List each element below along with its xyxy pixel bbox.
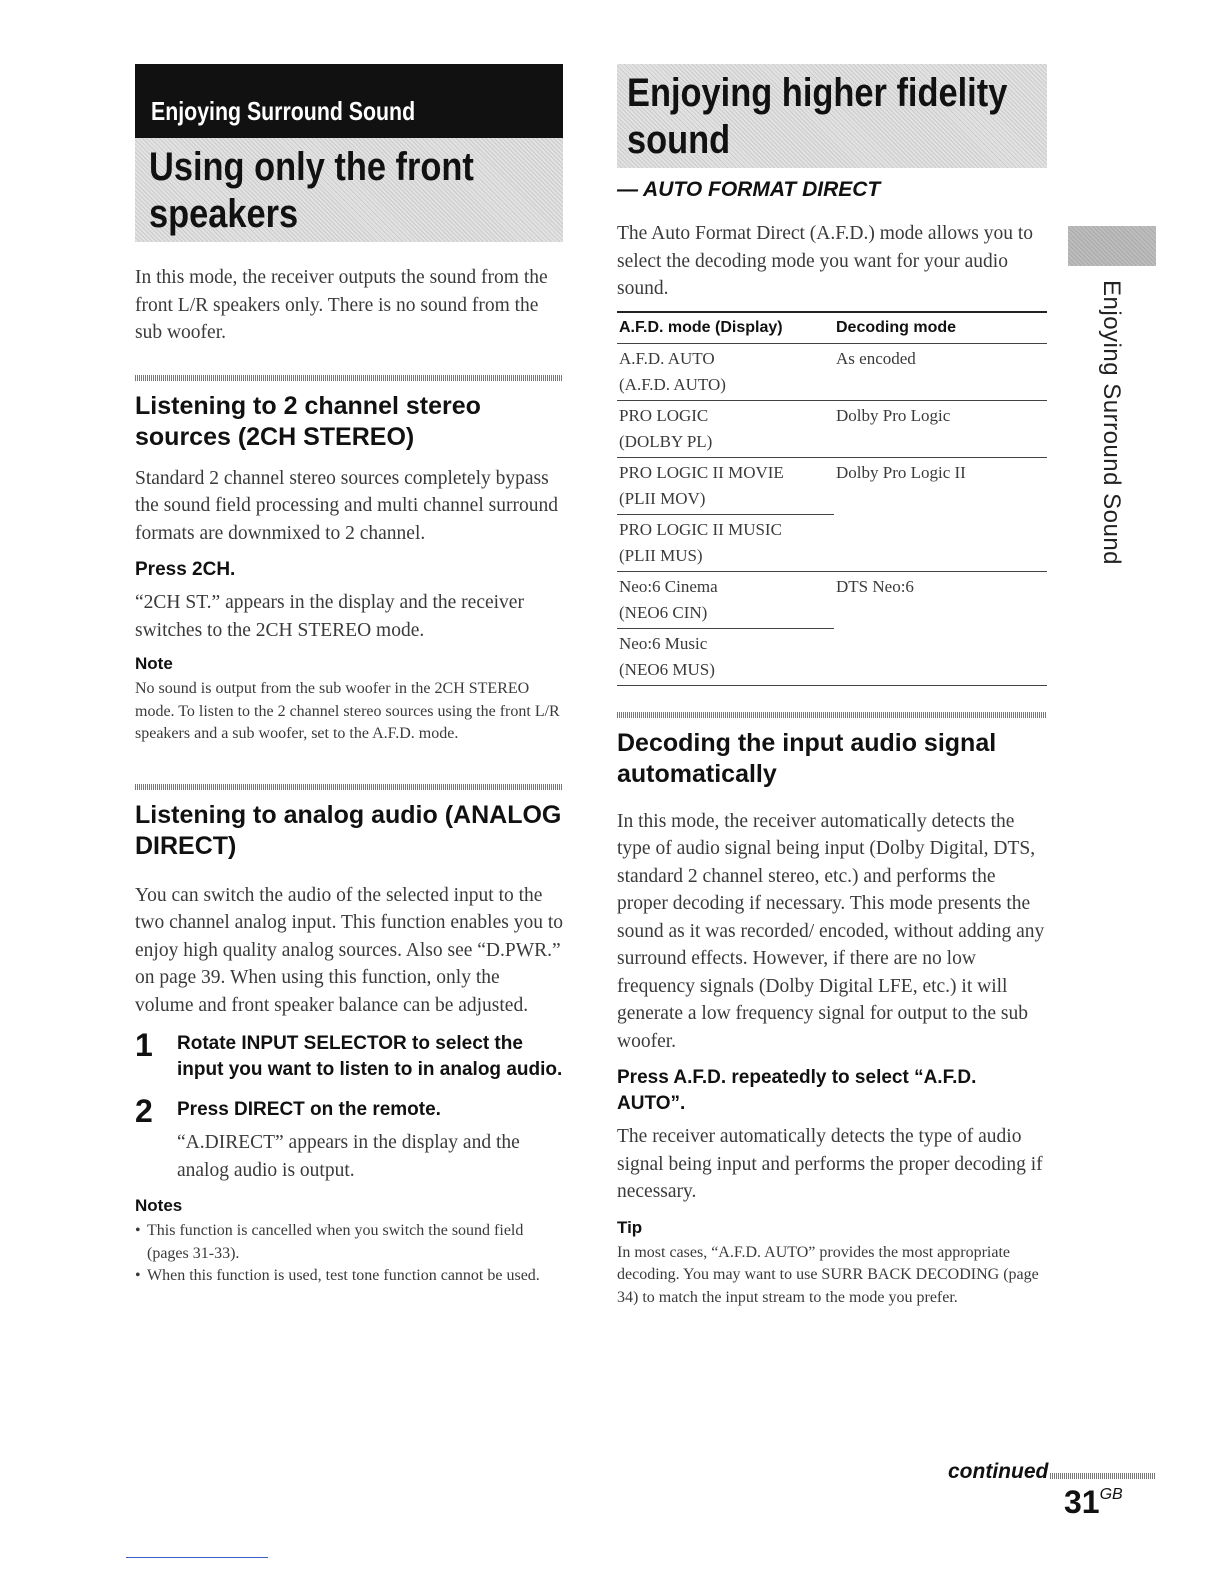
page-number: 31 xyxy=(1064,1484,1100,1520)
page-number-block xyxy=(1064,1484,1123,1521)
analog-heading: Listening to analog audio (ANALOG DIRECT) xyxy=(135,800,562,860)
right-title: Enjoying higher fidelity sound xyxy=(627,71,1008,162)
stereo-body: Standard 2 channel stereo sources completely bypass the sound field processing and multi channel surround formats are downmixed to 2 channel. xyxy=(135,467,558,544)
page-suffix: GB xyxy=(1099,1486,1123,1503)
side-tab-marker xyxy=(1068,226,1156,266)
table-cell: PRO LOGIC (DOLBY PL) xyxy=(617,400,834,457)
press-2ch-instruction: Press 2CH. xyxy=(135,559,236,580)
stereo-heading: Listening to 2 channel stereo sources (2CH STEREO) xyxy=(135,391,481,451)
table-cell: PRO LOGIC II MOVIE (PLII MOV) xyxy=(617,457,834,514)
table-row xyxy=(617,457,1047,514)
table-row xyxy=(617,343,1047,400)
continued-label: continued xyxy=(948,1460,1049,1483)
step-text: Press DIRECT on the remote. xyxy=(177,1099,441,1120)
intro-paragraph: In this mode, the receiver outputs the sound from the front L/R speakers only. There is no sound from the sub woofer. xyxy=(135,267,548,343)
right-subtitle: — AUTO FORMAT DIRECT xyxy=(617,178,881,201)
table-cell: As encoded xyxy=(836,348,916,368)
table-cell: Neo:6 Cinema (NEO6 CIN) xyxy=(617,571,834,628)
table-cell: A.F.D. AUTO (A.F.D. AUTO) xyxy=(619,348,726,394)
right-column xyxy=(617,64,1047,1309)
step-2 xyxy=(135,1093,563,1184)
table-cell: Dolby Pro Logic II xyxy=(834,457,1047,571)
table-cell: Dolby Pro Logic xyxy=(834,400,1047,457)
bottom-line xyxy=(126,1557,268,1558)
step-number: 1 xyxy=(135,1027,153,1063)
note-text: No sound is output from the sub woofer in the 2CH STEREO mode. To listen to the 2 channel stereo sources using the front L/R speakers and a sub woofer, set to the A.F.D. mode. xyxy=(135,680,560,742)
column-header: A.F.D. mode (Display) xyxy=(617,312,834,344)
table-row xyxy=(617,571,1047,628)
table-cell: Neo:6 Music (NEO6 MUS) xyxy=(617,628,834,685)
step-2-result: “A.DIRECT” appears in the display and the analog audio is output. xyxy=(177,1132,520,1181)
afd-result: The receiver automatically detects the type of audio signal being input and performs the proper decoding if necessary. xyxy=(617,1126,1043,1202)
analog-body: You can switch the audio of the selected input to the two channel analog input. This function enables you to enjoy high quality analog sources. Also see “D.PWR.” on page 39. When using this function, only the volume and front speaker balance can be adjusted. xyxy=(135,884,564,1016)
tip-text: In most cases, “A.F.D. AUTO” provides the most appropriate decoding. You may want to use SURR BACK DECODING (page 34) to match the input stream to the mode you prefer. xyxy=(617,1243,1039,1306)
divider xyxy=(1050,1473,1156,1479)
note-label: Note xyxy=(135,654,173,673)
divider xyxy=(617,712,1047,718)
afd-table xyxy=(617,311,1047,686)
divider xyxy=(135,375,563,381)
page-title-box xyxy=(135,138,563,242)
page-title: Using only the front speakers xyxy=(149,145,474,236)
section-label-bar xyxy=(135,64,563,138)
step-number: 2 xyxy=(135,1093,153,1129)
column-header: Decoding mode xyxy=(834,312,1047,344)
decoding-heading: Decoding the input audio signal automatically xyxy=(617,728,997,788)
step-1 xyxy=(135,1027,563,1083)
tip-label: Tip xyxy=(617,1217,643,1237)
notes-label: Notes xyxy=(135,1196,183,1215)
list-item: • When this function is used, test tone function cannot be used. xyxy=(135,1265,563,1288)
list-item: • This function is cancelled when you switch the sound field (pages 31-33). xyxy=(135,1220,563,1265)
table-cell: DTS Neo:6 xyxy=(834,571,1047,685)
table-row xyxy=(617,400,1047,457)
press-afd-instruction: Press A.F.D. repeatedly to select “A.F.D. AUTO”. xyxy=(617,1067,977,1114)
stereo-result: “2CH ST.” appears in the display and the receiver switches to the 2CH STEREO mode. xyxy=(135,592,524,641)
section-label: Enjoying Surround Sound xyxy=(151,96,416,126)
divider xyxy=(135,784,563,790)
right-intro: The Auto Format Direct (A.F.D.) mode allows you to select the decoding mode you want for your audio sound. xyxy=(617,223,1034,299)
decoding-body: In this mode, the receiver automatically detects the type of audio signal being input (Dolby Digital, DTS, standard 2 channel stereo, etc.) and performs the proper decoding if necessary. This mode presents the sound as it was recorded/ encoded, without adding any surround effects. However, if there are no low frequency signals (Dolby Digital LFE, etc.) it will generate a low frequency signal for output to the sub woofer. xyxy=(617,810,1045,1052)
left-column xyxy=(135,64,563,1288)
right-title-box xyxy=(617,64,1047,168)
table-header-row xyxy=(617,312,1047,344)
table-cell: PRO LOGIC II MUSIC (PLII MUS) xyxy=(617,514,834,571)
side-tab-label: Enjoying Surround Sound xyxy=(1098,280,1125,566)
step-text: Rotate INPUT SELECTOR to select the input you want to listen to in analog audio. xyxy=(177,1033,563,1080)
notes-list xyxy=(135,1220,563,1288)
